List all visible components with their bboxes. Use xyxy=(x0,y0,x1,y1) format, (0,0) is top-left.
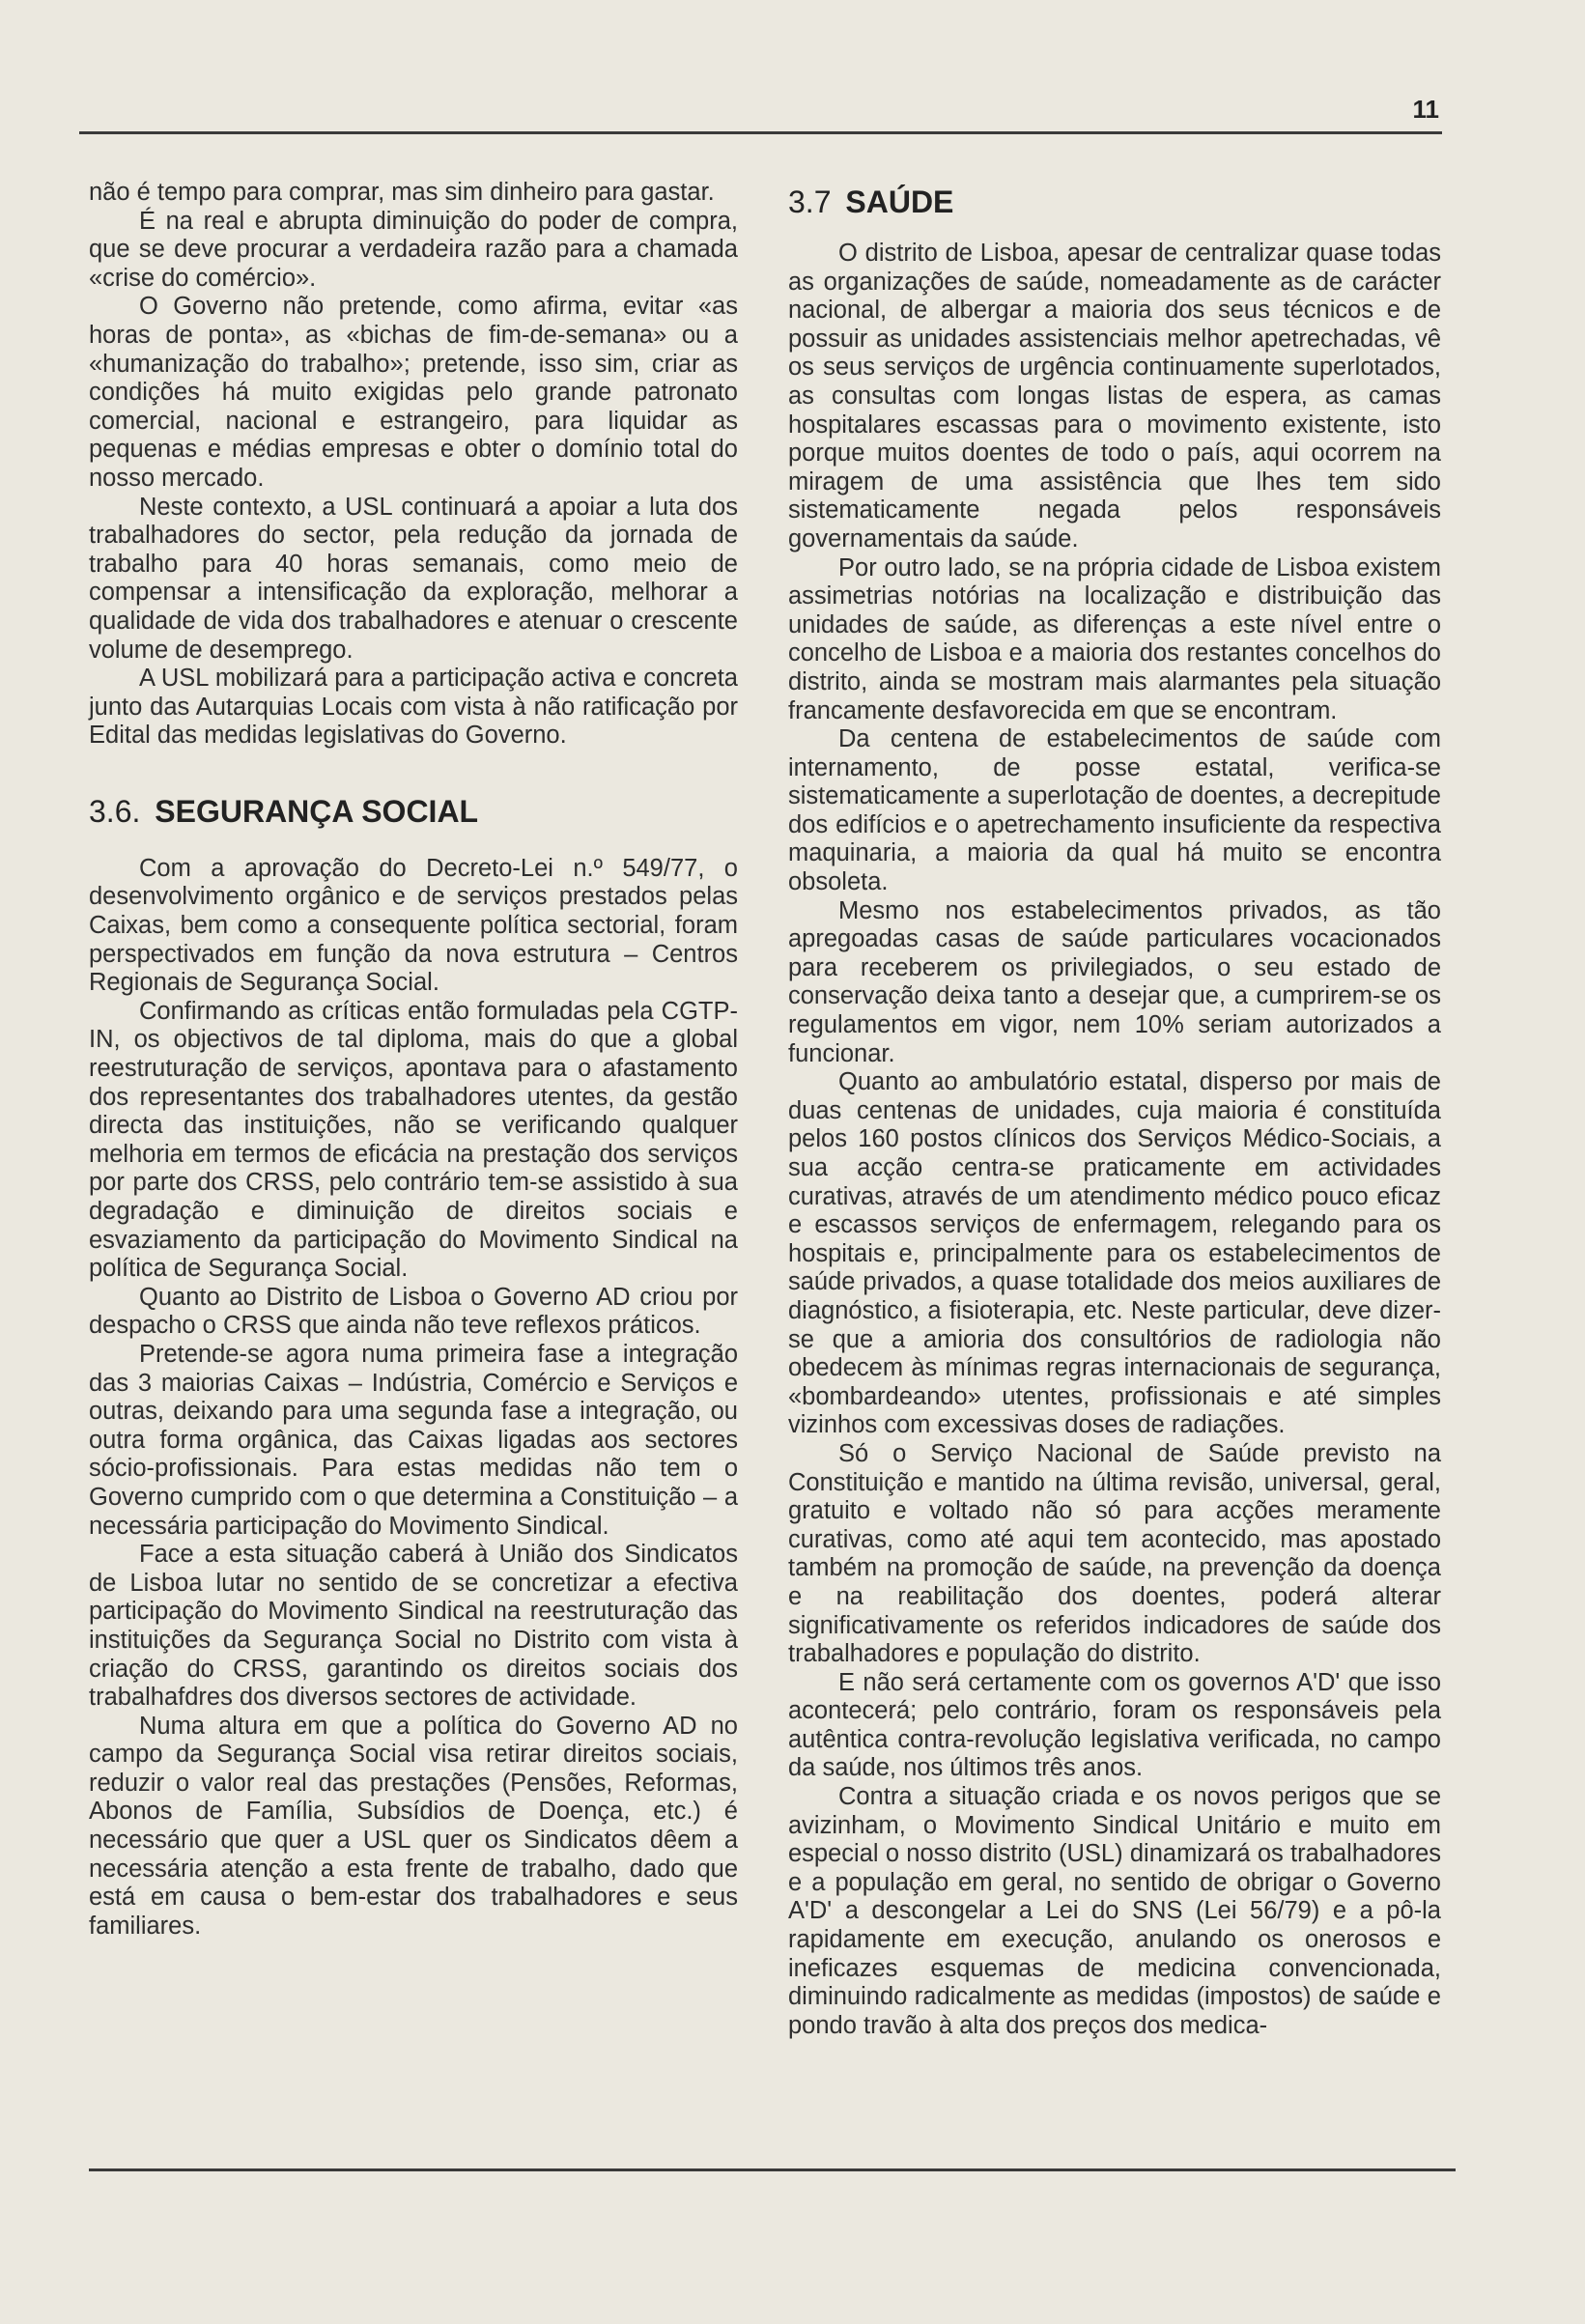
paragraph: Só o Serviço Nacional de Saúde previsto na Constituição e mantido na última revisão, universal, geral, gratuito e voltado não só para acções meramente curativas, como até aqui tem acontecido, mas apostado também na promoção de saúde, na prevenção da doença e na reabilitação dos doentes, poderá alterar significativamente os referidos indicadores de saúde dos trabalhadores e população do distrito. xyxy=(788,1439,1441,1668)
bottom-rule xyxy=(89,2168,1456,2171)
paragraph: O distrito de Lisboa, apesar de centralizar quase todas as organizações de saúde, nomeadamente as de carácter nacional, de albergar a maioria dos seus técnicos e de possuir as unidades assistenciais melhor apetrechadas, vê os seus serviços de urgência continuamente superlotados, as consultas com longas listas de espera, as camas hospitalares escassas para o movimento existente, isto porque muitos doentes de todo o país, aqui ocorrem na miragem de uma assistência que lhes tem sido sistematicamente negada pelos responsáveis governamentais da saúde. xyxy=(788,240,1441,553)
paragraph: Pretende-se agora numa primeira fase a integração das 3 maiorias Caixas – Indústria, Comércio e Serviços e outras, deixando para uma segunda fase a integração, ou outra forma orgânica, das Caixas ligadas aos sectores sócio-profissionais. Para estas medidas não tem o Governo cumprido com o que determina a Constituição – a necessária participação do Movimento Sindical. xyxy=(89,1340,738,1540)
section-title: SEGURANÇA SOCIAL xyxy=(155,793,479,829)
paragraph: Neste contexto, a USL continuará a apoiar a luta dos trabalhadores do sector, pela redução da jornada de trabalho para 40 horas semanais, como meio de compensar a intensificação da exploração, melhorar a qualidade de vida dos trabalhadores e atenuar o crescente volume de desemprego. xyxy=(89,493,738,664)
paragraph: Por outro lado, se na própria cidade de Lisboa existem assimetrias notórias na localização e distribuição das unidades de saúde, as diferenças a este nível entre o concelho de Lisboa e a maioria dos restantes concelhos do distrito, ainda se mostram mais alarmantes pela situação francamente desfavorecida em que se encontram. xyxy=(788,553,1441,724)
paragraph: Face a esta situação caberá à União dos Sindicatos de Lisboa lutar no sentido de se concretizar a efectiva participação do Movimento Sindical na reestruturação das instituições da Segurança Social no Distrito com vista à criação do CRSS, garantindo os direitos sociais dos trabalhafdres dos diversos sectores de actividade. xyxy=(89,1541,738,1712)
paragraph: Com a aprovação do Decreto-Lei n.º 549/77, o desenvolvimento orgânico e de serviços prestados pelas Caixas, bem como a consequente política sectorial, foram perspectivados em função da nova estrutura – Centros Regionais de Segurança Social. xyxy=(89,854,738,997)
section-heading-saude xyxy=(788,184,1441,220)
paragraph: O Governo não pretende, como afirma, evitar «as horas de ponta», as «bichas de fim-de-semana» ou a «humanização do trabalho»; pretende, isso sim, criar as condições há muito exigidas pelo grande patronato comercial, nacional e estrangeiro, para liquidar as pequenas e médias empresas e obter o domínio total do nosso mercado. xyxy=(89,293,738,492)
paragraph: não é tempo para comprar, mas sim dinheiro para gastar. xyxy=(89,179,715,206)
left-column xyxy=(89,179,738,1941)
top-rule xyxy=(79,131,1442,134)
page-number: 11 xyxy=(1412,95,1439,124)
paragraph: É na real e abrupta diminuição do poder de compra, que se deve procurar a verdadeira razão para a chamada «crise do comércio». xyxy=(89,207,738,292)
paragraph: Numa altura em que a política do Governo AD no campo da Segurança Social visa retirar direitos sociais, reduzir o valor real das prestações (Pensões, Reformas, Abonos de Família, Subsídios de Doença, etc.) é necessário que quer a USL quer os Sindicatos dêem a necessária atenção a esta frente de trabalho, dado que está em causa o bem-estar dos trabalhadores e seus familiares. xyxy=(89,1712,738,1940)
paragraph: Confirmando as críticas então formuladas pela CGTP-IN, os objectivos de tal diploma, mais do que a global reestruturação de serviços, apontava para o afastamento dos representantes dos trabalhadores utentes, da gestão directa das instituições, não se verificando qualquer melhoria em termos de eficácia na prestação dos serviços por parte dos CRSS, pelo contrário tem-se assistido à sua degradação e diminuição de direitos sociais e esvaziamento da participação do Movimento Sindical na política de Segurança Social. xyxy=(89,997,738,1283)
right-column xyxy=(788,184,1441,2040)
section-number: 3.6. xyxy=(89,793,141,829)
paragraph: E não será certamente com os governos A'D' que isso acontecerá; pelo contrário, foram os responsáveis pela autêntica contra-revolução legislativa verificada, no campo da saúde, nos últimos três anos. xyxy=(788,1668,1441,1782)
paragraph: A USL mobilizará para a participação activa e concreta junto das Autarquias Locais com vista à não ratificação por Edital das medidas legislativas do Governo. xyxy=(89,665,738,750)
paragraph: Da centena de estabelecimentos de saúde com internamento, de posse estatal, verifica-se sistematicamente a superlotação de doentes, a decrepitude dos edifícios e o apetrechamento insuficiente da respectiva maquinaria, a maioria da qual há muito se encontra obsoleta. xyxy=(788,725,1441,896)
paragraph: Quanto ao ambulatório estatal, disperso por mais de duas centenas de unidades, cuja maioria é constituída pelos 160 postos clínicos dos Serviços Médico-Sociais, a sua acção centra-se praticamente em actividades curativas, através de um atendimento médico pouco eficaz e escassos serviços de enfermagem, relegando para os hospitais e, principalmente para os estabelecimentos de saúde privados, a quase totalidade dos meios auxiliares de diagnóstico, a fisioterapia, etc. Neste particular, deve dizer-se que a amioria dos consultórios de radiologia não obedecem às mínimas regras internacionais de segurança, «bombardeando» utentes, profissionais e até simples vizinhos com excessivas doses de radiações. xyxy=(788,1068,1441,1439)
paragraph: Quanto ao Distrito de Lisboa o Governo AD criou por despacho o CRSS que ainda não teve reflexos práticos. xyxy=(89,1283,738,1340)
section-title: SAÚDE xyxy=(845,184,954,219)
paragraph: Mesmo nos estabelecimentos privados, as tão apregoadas casas de saúde particulares vocacionados para receberem os privilegiados, o seu estado de conservação deixa tanto a desejar que, a cumprirem-se os regulamentos em vigor, nem 10% seriam autorizados a funcionar. xyxy=(788,896,1441,1067)
paragraph: Contra a situação criada e os novos perigos que se avizinham, o Movimento Sindical Unitário e muito em especial o nosso distrito (USL) dinamizará os trabalhadores e a população em geral, no sentido de obrigar o Governo A'D' a descongelar a Lei do SNS (Lei 56/79) e a pô-la rapidamente em execução, anulando os onerosos e ineficazes esquemas de medicina convencionada, diminuindo radicalmente as medidas (impostos) de saúde e pondo travão à alta dos preços dos medica- xyxy=(788,1783,1441,2039)
section-heading-seguranca-social xyxy=(89,793,738,830)
section-number: 3.7 xyxy=(788,184,832,219)
